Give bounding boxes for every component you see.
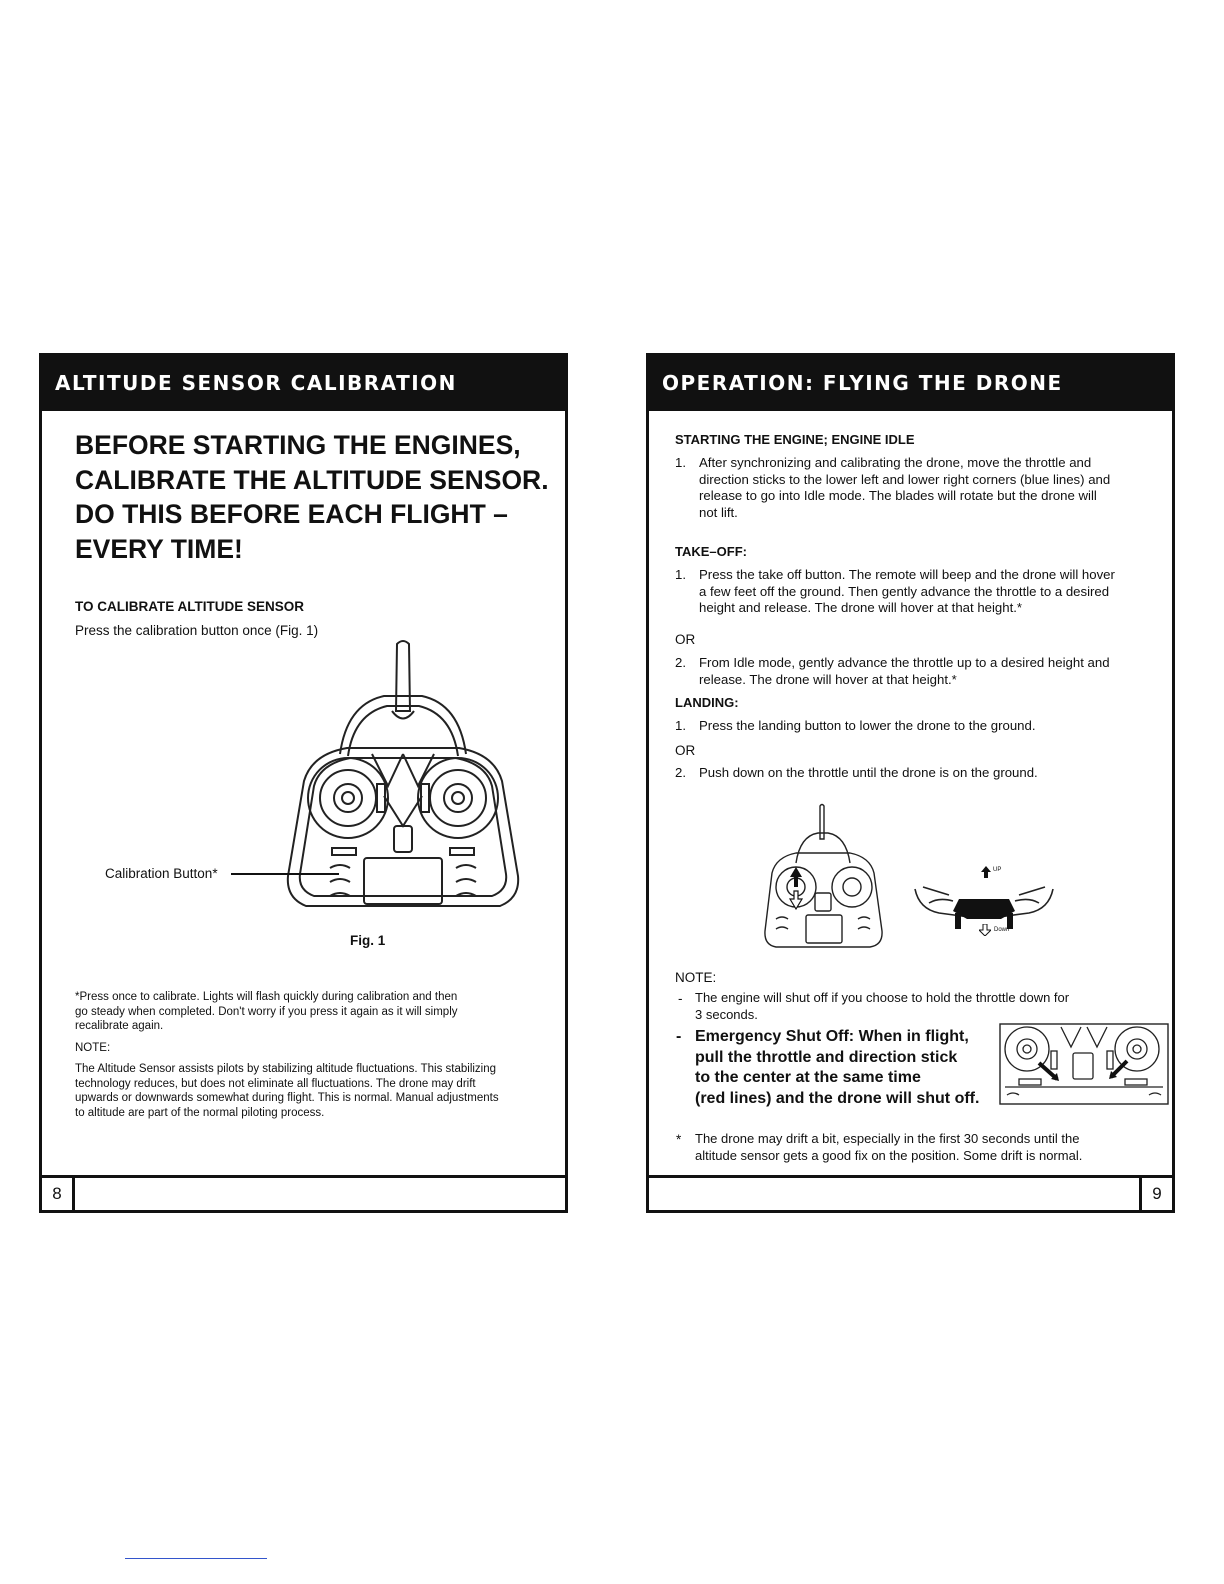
footnote-line: *Press once to calibrate. Lights will flash quickly during calibration and then <box>75 991 458 1003</box>
note-body <box>75 1062 499 1120</box>
headline-line: DO THIS BEFORE EACH FLIGHT – <box>75 499 508 529</box>
takeoff-step-2 <box>675 655 1155 691</box>
page-8 <box>39 353 568 1213</box>
callout-line <box>231 873 339 875</box>
emergency-line: pull the throttle and direction stick <box>695 1048 958 1066</box>
page-banner: OPERATION: FLYING THE DRONE <box>649 356 1172 411</box>
emergency-sticks-illustration <box>999 1023 1169 1105</box>
arrow-up-icon <box>981 866 991 878</box>
headline-line: EVERY TIME! <box>75 533 243 564</box>
step-number: 1. <box>675 718 686 733</box>
step-line: height and release. The drone will hover at that height.* <box>699 600 1023 616</box>
note-text <box>695 990 1069 1023</box>
takeoff-step-1 <box>675 567 1155 619</box>
step-line: release to go into Idle mode. The blades will rotate but the drone will <box>699 488 1097 504</box>
landing-title: LANDING: <box>675 695 739 710</box>
step-number: 2. <box>675 765 686 780</box>
arrow-down-icon <box>979 924 991 936</box>
footnote-line: recalibrate again. <box>75 1020 164 1032</box>
footnote-star: * <box>676 1132 682 1147</box>
page-banner: ALTITUDE SENSOR CALIBRATION <box>42 356 565 411</box>
section-title: TO CALIBRATE ALTITUDE SENSOR <box>75 599 304 614</box>
step-text <box>699 567 1115 617</box>
landing-step-1 <box>675 718 1155 736</box>
engine-section-title: STARTING THE ENGINE; ENGINE IDLE <box>675 432 915 447</box>
or-separator: OR <box>675 632 696 647</box>
remote-throttle-illustration <box>762 801 892 951</box>
note-label: NOTE: <box>75 1042 111 1054</box>
page-9 <box>646 353 1175 1213</box>
emergency-shutoff-text <box>695 1027 979 1109</box>
step-line: Press the take off button. The remote will beep and the drone will hover <box>699 567 1115 582</box>
step-text <box>699 655 1110 688</box>
step-number: 1. <box>675 567 686 582</box>
step-number: 1. <box>675 455 686 470</box>
takeoff-title: TAKE–OFF: <box>675 544 747 559</box>
emergency-line: (red lines) and the drone will shut off. <box>695 1089 980 1107</box>
note-line: 3 seconds. <box>695 1006 758 1022</box>
label-up: UP <box>993 867 1002 873</box>
emergency-line: to the center at the same time <box>695 1069 921 1086</box>
step-line: a few feet off the ground. Then gently advance the throttle to a desired <box>699 583 1110 599</box>
headline-line: CALIBRATE THE ALTITUDE SENSOR. <box>75 464 549 495</box>
calibration-footnote <box>75 990 458 1034</box>
step-line: direction sticks to the lower left and lower right corners (blue lines) and <box>699 471 1111 487</box>
note-dash: - <box>678 991 683 1006</box>
link-underline <box>125 1558 267 1559</box>
page-number: 9 <box>1139 1178 1172 1210</box>
headline-line: BEFORE STARTING THE ENGINES, <box>75 430 521 460</box>
page-footer <box>42 1175 565 1210</box>
step-text <box>699 455 1110 522</box>
note-line: upwards or downwards somewhat during flight. This is normal. Manual adjustments <box>75 1092 499 1104</box>
calibration-button-callout: Calibration Button* <box>105 866 218 881</box>
emergency-line: Emergency Shut Off: When in flight, <box>695 1028 969 1045</box>
emergency-dash: - <box>676 1028 682 1045</box>
drift-footnote <box>695 1131 1082 1164</box>
figure-caption: Fig. 1 <box>350 933 386 948</box>
step-line: not lift. <box>699 505 738 521</box>
or-separator: OR <box>675 743 696 758</box>
page-number: 8 <box>42 1178 75 1210</box>
footnote-line: The drone may drift a bit, especially in the first 30 seconds until the <box>695 1131 1080 1146</box>
footnote-line: altitude sensor gets a good fix on the position. Some drift is normal. <box>695 1147 1083 1163</box>
note-line: to altitude are part of the normal piloting process. <box>75 1106 325 1119</box>
label-down: Down <box>994 927 1010 933</box>
step-line: After synchronizing and calibrating the drone, move the throttle and <box>699 455 1092 470</box>
note-label: NOTE: <box>675 970 717 985</box>
note-line: technology reduces, but does not eliminate all fluctuations. The drone may drift <box>75 1077 476 1090</box>
note-line: The engine will shut off if you choose to hold the throttle down for <box>695 990 1070 1005</box>
step-text: Press the landing button to lower the drone to the ground. <box>699 718 1036 733</box>
footnote-line: go steady when completed. Don't worry if you press it again as it will simply <box>75 1005 458 1018</box>
headline <box>75 428 555 566</box>
landing-step-2 <box>675 765 1155 783</box>
step-line: From Idle mode, gently advance the throttle up to a desired height and <box>699 655 1110 670</box>
step-number: 2. <box>675 655 686 670</box>
step-text: Push down on the throttle until the drone is on the ground. <box>699 765 1038 780</box>
note-line: The Altitude Sensor assists pilots by stabilizing altitude fluctuations. This stabilizing <box>75 1063 497 1075</box>
step-line: release. The drone will hover at that height.* <box>699 671 957 687</box>
engine-step-1 <box>675 455 1155 525</box>
page-footer <box>649 1175 1172 1210</box>
instruction-text: Press the calibration button once (Fig. 1) <box>75 623 319 638</box>
remote-control-illustration <box>222 636 542 926</box>
